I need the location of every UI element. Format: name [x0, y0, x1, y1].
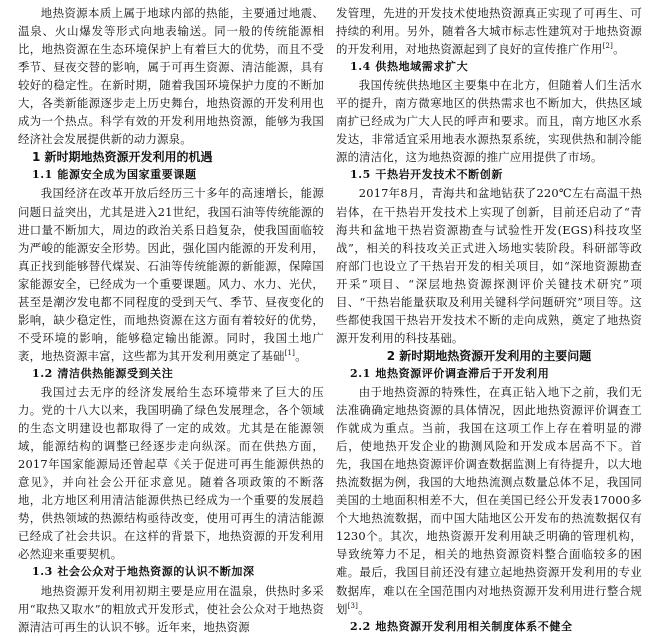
paragraph-intro: 地热资源本质上属于地球内部的热能，主要通过地震、温泉、火山爆发等形式向地表输送。同一般的传统能源相比，地热资源在生态环境保护上有着巨大的优势，而且不受季节、昼夜交替的影响，属于可再生资源、清洁能源，具有较好的稳定性。在新时期，随着我国环境保护力度的不断加大，各类新能源逐步走上历史舞台，地热资源的开发利用也成为一个热点。科学有效的开发利用地热资源，能够为我国经济社会发展提供新的动力源泉。: [18, 6, 324, 147]
subsection-heading-2-1: 2.1 地热资源评价调查滞后于开发利用: [350, 366, 550, 380]
paragraph-1-4: 我国传统供热地区主要集中在北方，但随着人们生活水平的提升，南方微寒地区的供热需求也不断加大，供热区域南扩已经成为广大人民的呼声和要求。而且，南方地区水系发达，非常适宜采用地表水源热泵系统，实现供热和制冷能源的清洁化，这为地热资源的推广应用提供了市场。: [336, 78, 642, 165]
subsection-heading-1-4: 1.4 供热地域需求扩大: [350, 60, 469, 74]
paragraph-2-1-text: 由于地热资源的特殊性，在真正钻入地下之前，我们无法准确确定地热资源的具体情况，因此地热资源评价调查工作就成为重点。当前，我国在这项工作上存在着明显的滞后，使地热开发企业的勘测风险和开发成本居高不下。首先，我国在地热资源评价调查数据监测上有待提升，以大地热流数据为例，我国的大地热流测点数量总体不足，我国同美国的土地面积相差不大，但在美国已经公开发表17000多个大地热流数据，而中国大陆地区公开发布的热流数据仅有1230个。其次，地热资源开发利用缺乏明确的管理机构，导致统筹力不足，相关的地热资源资料整合面临较多的困难。最后，我国目前还没有建立起地热资源开发利用的专业数据库，难以在全国范围内对地热资源开发利用进行整合规划: [336, 384, 642, 616]
section-heading-2: 2 新时期地热资源开发利用的主要问题: [386, 348, 592, 363]
reference-2: [2]: [602, 42, 614, 51]
paragraph-1-5: 2017年8月，青海共和盆地钻获了220℃左右高温干热岩体，在干热岩开发技术上实现了创新，目前还启动了“青海共和盆地干热岩资源勘查与试验性开发(EGS)科技攻坚战”，相关的科技攻关正式进入场地实装阶段。科研部等政府部门也设立了干热岩开发的相关项目，如“深地资源勘查开采”项目、“深层地热资源探测评价关键技术研究”项目、“干热岩能量获取及利用关键科学问题研究”项目等。这些都使我国干热岩开发技术不断的走向成熟，奠定了地热资源开发利用的科技基础。: [336, 186, 642, 345]
paragraph-1-2: 我国过去无序的经济发展给生态环境带来了巨大的压力。党的十八大以来，我国明确了绿色发展理念，各个领域的生态文明建设也都取得了一定的成效。尤其是在能源领域，能源结构的调整已经逐步走向纵深。而在供热方面，2017年国家能源局还曾起草《关于促进可再生能源供热的意见》，并向社会公开征求意见。随着各项政策的不断落地，北方地区利用清洁能源供热已经成为一个重要的发展趋势，供热领域的热源结构亟待改变，使用可再生的清洁能源已经成了社会共识。在这样的背景下，地热资源的开发利用必然迎来重要契机。: [18, 384, 324, 562]
subsection-heading-1-1: 1.1 能源安全成为国家重要课题: [32, 168, 197, 182]
paragraph-continued-text: 发管理，先进的开发技术使地热资源真正实现了可再生、可持续的利用。另外，随着各大城市标志性建筑对于地热资源的开发利用，对地热资源起到了良好的宣传推广作用: [336, 6, 642, 57]
section-heading-1: 1 新时期地热资源开发利用的机遇: [32, 150, 213, 165]
subsection-heading-2-2: 2.2 地热资源开发利用相关制度体系不健全: [350, 619, 573, 633]
subsection-heading-1-2: 1.2 清洁供热能源受到关注: [32, 366, 174, 380]
paragraph-2-1-end: 。: [358, 601, 370, 616]
subsection-heading-1-3: 1.3 社会公众对于地热资源的认识不断加深: [32, 565, 255, 579]
paragraph-1-1-end: 。: [295, 348, 307, 363]
paragraph-2-1: [336, 383, 642, 618]
paragraph-1-1-text: 我国经济在改革开放后经历三十多年的高速增长，能源问题日益突出，尤其是进入21世纪，我国石油等传统能源的进口量不断加大，周边的政治关系日趋复杂，使我国面临较为严峻的能源安全形势。因此，强化国内能源的开发利用，真正找到能够替代煤炭、石油等传统能源的新能源，保障国家能源安全，已经成为一个重要课题。风力、水力、光伏，甚至是潮汐发电都不同程度的受到天气、季节、昼夜变化的影响，缺少稳定性，而地热资源在这方面有着较好的优势，不受环境的影响，能够稳定输出能源。同时，我国土地广袤，地热资源丰富，这些都为其开发利用奠定了基础: [18, 186, 324, 363]
subsection-heading-1-5: 1.5 干热岩开发技术不断创新: [350, 168, 503, 182]
paragraph-1-1: [18, 184, 324, 364]
paragraph-1-3: 地热资源开发利用初期主要是应用在温泉，供热时多采用“取热又取水”的粗放式开发形式，使社会公众对于地热资源清洁可再生的认识不够。近年来，地热资源: [18, 583, 324, 634]
paragraph-continued-end: 。: [613, 42, 625, 57]
left-column: [18, 4, 324, 636]
reference-1: [1]: [284, 349, 296, 358]
paragraph-continued: [336, 4, 642, 58]
reference-3: [3]: [347, 601, 359, 610]
right-column: [336, 4, 642, 636]
